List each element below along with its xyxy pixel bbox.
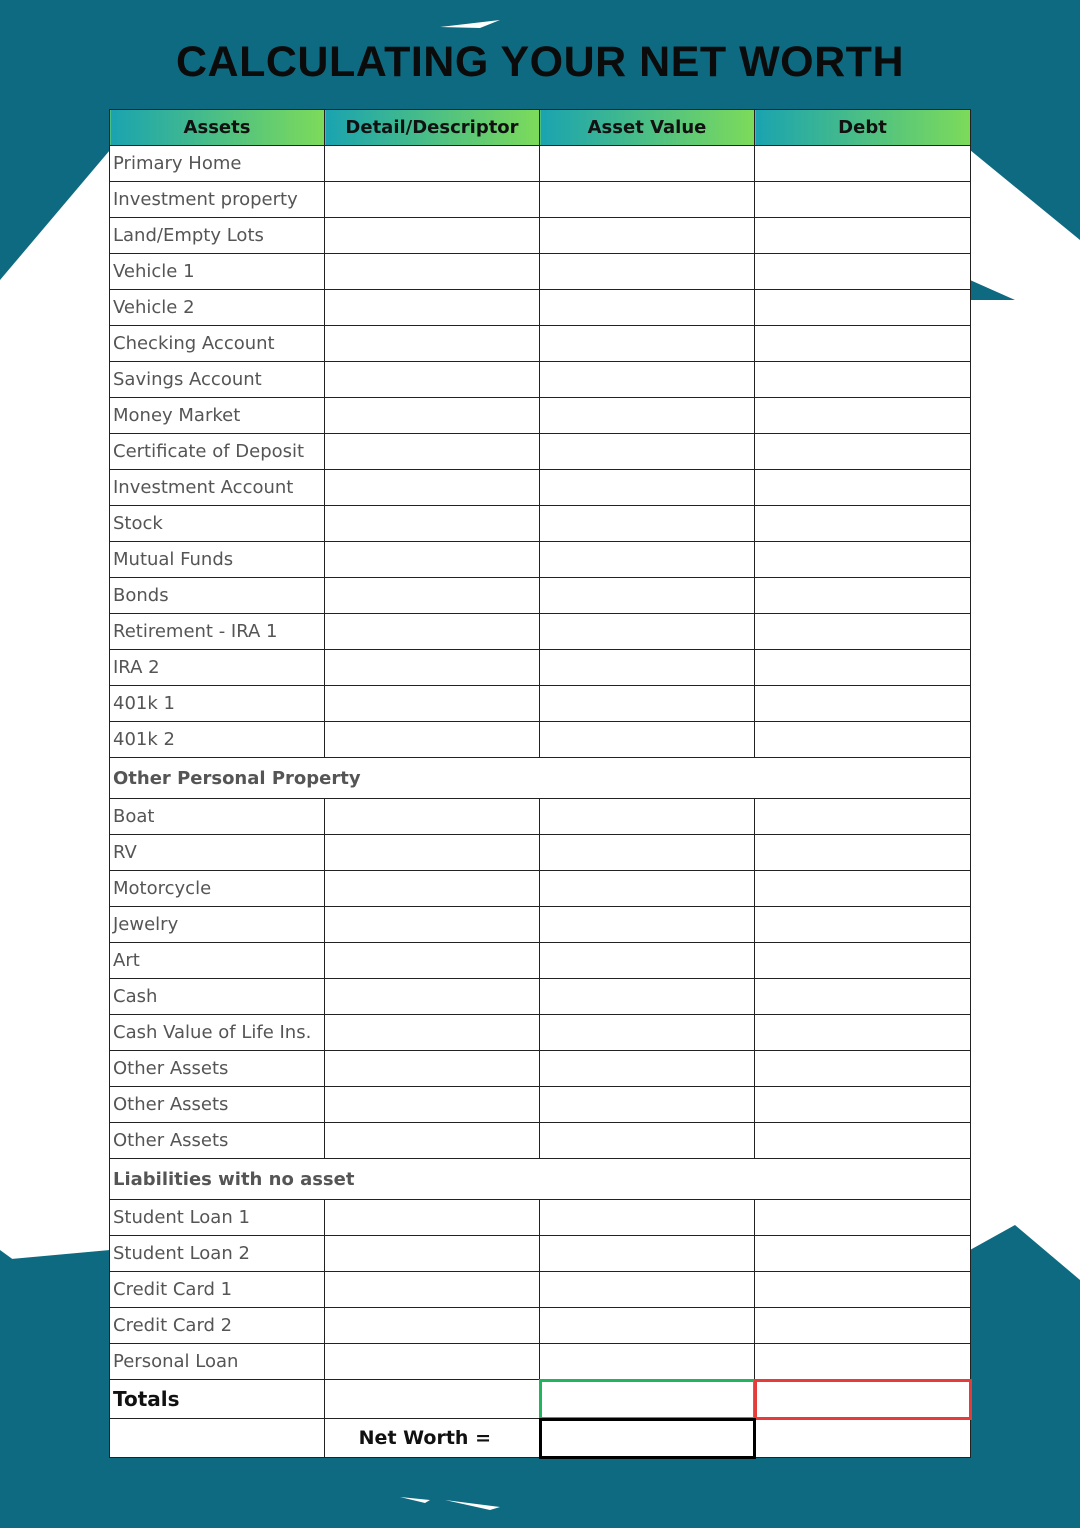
table-row [110, 1051, 971, 1087]
detail-cell[interactable] [325, 1308, 540, 1344]
detail-cell[interactable] [325, 542, 540, 578]
table-row [110, 650, 971, 686]
asset-value-cell[interactable] [540, 578, 755, 614]
table-row [110, 1015, 971, 1051]
table-row [110, 979, 971, 1015]
asset-value-cell[interactable] [540, 1344, 755, 1380]
detail-cell[interactable] [325, 722, 540, 758]
detail-cell[interactable] [325, 907, 540, 943]
asset-value-cell[interactable] [540, 799, 755, 835]
detail-cell[interactable] [325, 290, 540, 326]
detail-cell[interactable] [325, 1015, 540, 1051]
row-label: Retirement - IRA 1 [110, 614, 325, 650]
net-worth-table [109, 109, 971, 1458]
detail-cell[interactable] [325, 434, 540, 470]
asset-value-cell[interactable] [540, 907, 755, 943]
empty-cell [110, 1419, 325, 1458]
row-label: Other Assets [110, 1051, 325, 1087]
net-worth-value-cell[interactable] [540, 1419, 755, 1458]
detail-cell[interactable] [325, 1272, 540, 1308]
row-label: Credit Card 1 [110, 1272, 325, 1308]
table-row [110, 1123, 971, 1159]
debt-cell[interactable] [755, 182, 971, 218]
total-asset-value-cell[interactable] [540, 1380, 755, 1419]
row-label: Investment property [110, 182, 325, 218]
debt-cell[interactable] [755, 218, 971, 254]
asset-value-cell[interactable] [540, 1200, 755, 1236]
row-label: Other Assets [110, 1087, 325, 1123]
asset-value-cell[interactable] [540, 1236, 755, 1272]
detail-cell[interactable] [325, 943, 540, 979]
debt-cell[interactable] [755, 943, 971, 979]
section-label: Liabilities with no asset [110, 1159, 971, 1200]
debt-cell[interactable] [755, 1200, 971, 1236]
table-row [110, 907, 971, 943]
table-row [110, 871, 971, 907]
asset-value-cell[interactable] [540, 871, 755, 907]
row-label: Stock [110, 506, 325, 542]
row-label: Bonds [110, 578, 325, 614]
row-label: Vehicle 1 [110, 254, 325, 290]
asset-value-cell[interactable] [540, 542, 755, 578]
debt-cell[interactable] [755, 362, 971, 398]
table-row [110, 1344, 971, 1380]
row-label: Mutual Funds [110, 542, 325, 578]
header-detail: Detail/Descriptor [325, 110, 540, 146]
header-assets: Assets [110, 110, 325, 146]
detail-cell[interactable] [325, 254, 540, 290]
table-row [110, 799, 971, 835]
debt-cell[interactable] [755, 799, 971, 835]
row-label: Other Assets [110, 1123, 325, 1159]
row-label: Motorcycle [110, 871, 325, 907]
table-row [110, 1272, 971, 1308]
debt-cell[interactable] [755, 506, 971, 542]
detail-cell[interactable] [325, 578, 540, 614]
asset-value-cell[interactable] [540, 1051, 755, 1087]
debt-cell[interactable] [755, 907, 971, 943]
row-label: Student Loan 2 [110, 1236, 325, 1272]
totals-detail-cell [325, 1380, 540, 1419]
table-row [110, 542, 971, 578]
asset-value-cell[interactable] [540, 326, 755, 362]
table-row [110, 722, 971, 758]
debt-cell[interactable] [755, 650, 971, 686]
row-label: Art [110, 943, 325, 979]
asset-value-cell[interactable] [540, 1123, 755, 1159]
row-label: Boat [110, 799, 325, 835]
totals-label: Totals [110, 1380, 325, 1419]
header-debt: Debt [755, 110, 971, 146]
net-worth-row [110, 1419, 971, 1458]
detail-cell[interactable] [325, 979, 540, 1015]
asset-value-cell[interactable] [540, 686, 755, 722]
detail-cell[interactable] [325, 835, 540, 871]
detail-cell[interactable] [325, 182, 540, 218]
table-row [110, 470, 971, 506]
table-row [110, 686, 971, 722]
detail-cell[interactable] [325, 614, 540, 650]
totals-row [110, 1380, 971, 1419]
debt-cell[interactable] [755, 835, 971, 871]
table-row [110, 614, 971, 650]
table-row [110, 218, 971, 254]
header-row [110, 110, 971, 146]
detail-cell[interactable] [325, 1236, 540, 1272]
debt-cell[interactable] [755, 1051, 971, 1087]
row-label: Personal Loan [110, 1344, 325, 1380]
asset-value-cell[interactable] [540, 722, 755, 758]
debt-cell[interactable] [755, 290, 971, 326]
detail-cell[interactable] [325, 506, 540, 542]
detail-cell[interactable] [325, 1087, 540, 1123]
row-label: Primary Home [110, 146, 325, 182]
page-title: CALCULATING YOUR NET WORTH [175, 38, 905, 86]
table-row [110, 1087, 971, 1123]
header-asset-value: Asset Value [540, 110, 755, 146]
table-row [110, 290, 971, 326]
detail-cell[interactable] [325, 650, 540, 686]
table-row [110, 326, 971, 362]
net-worth-label: Net Worth = [325, 1419, 540, 1458]
table-row [110, 578, 971, 614]
debt-cell[interactable] [755, 542, 971, 578]
row-label: Certificate of Deposit [110, 434, 325, 470]
asset-value-cell[interactable] [540, 254, 755, 290]
row-label: Cash [110, 979, 325, 1015]
table-row [110, 943, 971, 979]
table-row [110, 1308, 971, 1344]
asset-value-cell[interactable] [540, 182, 755, 218]
detail-cell[interactable] [325, 1123, 540, 1159]
table-row [110, 1236, 971, 1272]
detail-cell[interactable] [325, 470, 540, 506]
asset-value-cell[interactable] [540, 290, 755, 326]
debt-cell[interactable] [755, 470, 971, 506]
row-label: Investment Account [110, 470, 325, 506]
detail-cell[interactable] [325, 398, 540, 434]
debt-cell[interactable] [755, 146, 971, 182]
section-label: Other Personal Property [110, 758, 971, 799]
row-label: Money Market [110, 398, 325, 434]
debt-cell[interactable] [755, 979, 971, 1015]
asset-value-cell[interactable] [540, 1015, 755, 1051]
row-label: Credit Card 2 [110, 1308, 325, 1344]
section-liabilities [110, 1159, 971, 1200]
table-row [110, 506, 971, 542]
row-label: RV [110, 835, 325, 871]
debt-cell[interactable] [755, 1272, 971, 1308]
empty-cell [755, 1419, 971, 1458]
row-label: IRA 2 [110, 650, 325, 686]
detail-cell[interactable] [325, 1051, 540, 1087]
debt-cell[interactable] [755, 254, 971, 290]
row-label: Student Loan 1 [110, 1200, 325, 1236]
table-row [110, 835, 971, 871]
debt-cell[interactable] [755, 1123, 971, 1159]
asset-value-cell[interactable] [540, 398, 755, 434]
debt-cell[interactable] [755, 434, 971, 470]
table-row [110, 254, 971, 290]
row-label: Savings Account [110, 362, 325, 398]
table-row [110, 1200, 971, 1236]
asset-value-cell[interactable] [540, 1308, 755, 1344]
detail-cell[interactable] [325, 218, 540, 254]
debt-cell[interactable] [755, 722, 971, 758]
asset-value-cell[interactable] [540, 470, 755, 506]
detail-cell[interactable] [325, 871, 540, 907]
asset-value-cell[interactable] [540, 362, 755, 398]
asset-value-cell[interactable] [540, 1087, 755, 1123]
debt-cell[interactable] [755, 1236, 971, 1272]
asset-value-cell[interactable] [540, 1272, 755, 1308]
detail-cell[interactable] [325, 1344, 540, 1380]
debt-cell[interactable] [755, 1308, 971, 1344]
debt-cell[interactable] [755, 326, 971, 362]
table-row [110, 362, 971, 398]
detail-cell[interactable] [325, 1200, 540, 1236]
table-row [110, 434, 971, 470]
detail-cell[interactable] [325, 362, 540, 398]
row-label: Checking Account [110, 326, 325, 362]
table-row [110, 146, 971, 182]
debt-cell[interactable] [755, 1015, 971, 1051]
asset-value-cell[interactable] [540, 835, 755, 871]
debt-cell[interactable] [755, 686, 971, 722]
debt-cell[interactable] [755, 1344, 971, 1380]
asset-value-cell[interactable] [540, 218, 755, 254]
debt-cell[interactable] [755, 871, 971, 907]
row-label: Land/Empty Lots [110, 218, 325, 254]
asset-value-cell[interactable] [540, 943, 755, 979]
row-label: Jewelry [110, 907, 325, 943]
asset-value-cell[interactable] [540, 614, 755, 650]
row-label: 401k 2 [110, 722, 325, 758]
asset-value-cell[interactable] [540, 650, 755, 686]
detail-cell[interactable] [325, 326, 540, 362]
row-label: Vehicle 2 [110, 290, 325, 326]
asset-value-cell[interactable] [540, 979, 755, 1015]
section-other-personal-property [110, 758, 971, 799]
detail-cell[interactable] [325, 146, 540, 182]
total-debt-cell[interactable] [755, 1380, 971, 1419]
asset-value-cell[interactable] [540, 146, 755, 182]
debt-cell[interactable] [755, 398, 971, 434]
detail-cell[interactable] [325, 799, 540, 835]
detail-cell[interactable] [325, 686, 540, 722]
row-label: 401k 1 [110, 686, 325, 722]
debt-cell[interactable] [755, 1087, 971, 1123]
table-row [110, 182, 971, 218]
row-label: Cash Value of Life Ins. [110, 1015, 325, 1051]
asset-value-cell[interactable] [540, 434, 755, 470]
table-row [110, 398, 971, 434]
debt-cell[interactable] [755, 578, 971, 614]
debt-cell[interactable] [755, 614, 971, 650]
asset-value-cell[interactable] [540, 506, 755, 542]
